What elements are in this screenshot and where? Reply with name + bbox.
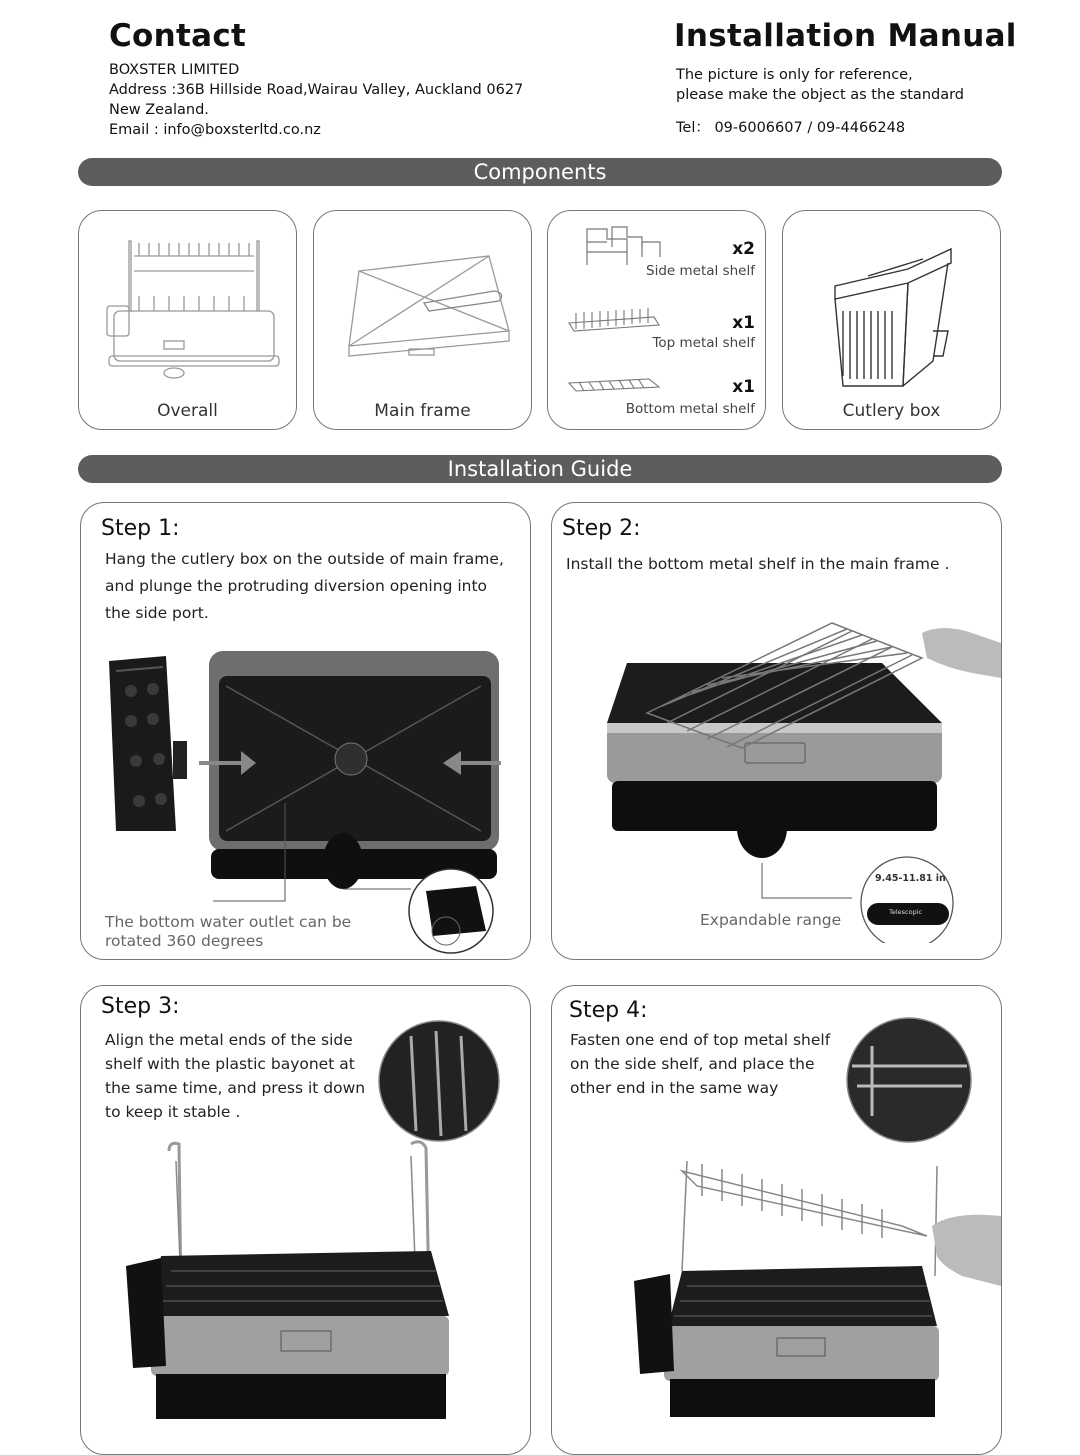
components-heading: Components	[78, 158, 1002, 186]
manual-note-2: please make the object as the standard	[676, 87, 965, 103]
step-3-line-1: Align the metal ends of the side	[105, 1031, 353, 1049]
contact-email[interactable]: Email : info@boxsterltd.co.nz	[109, 122, 321, 138]
bottom-shelf-icon	[564, 375, 664, 397]
main-frame-card	[313, 210, 532, 430]
step-4-line-1: Fasten one end of top metal shelf	[570, 1031, 831, 1049]
manual-title: Installation Manual	[674, 18, 1017, 54]
overall-rack-illustration	[79, 211, 296, 401]
step-2-illustration	[552, 613, 1001, 943]
cutlery-box-label: Cutlery box	[842, 401, 941, 421]
bottom-shelf-name: Bottom metal shelf	[625, 401, 755, 417]
top-shelf-qty: x1	[732, 313, 755, 333]
step-2-range: 9.45-11.81 in	[875, 873, 946, 884]
step-3-line-3: the same time, and press it down	[105, 1079, 366, 1097]
step-3-illustration	[81, 986, 530, 1426]
step-3-panel	[80, 985, 531, 1455]
top-shelf-icon	[564, 305, 664, 335]
main-frame-label: Main frame	[374, 401, 471, 421]
manual-tel: Tel： 09-6006607 / 09-4466248	[676, 120, 906, 136]
step-1-note-2: rotated 360 degrees	[105, 932, 264, 950]
step-1-line-2: and plunge the protruding diversion opening into	[105, 577, 488, 595]
step-3-line-2: shelf with the plastic bayonet at	[105, 1055, 355, 1073]
step-1-line-1: Hang the cutlery box on the outside of main frame,	[105, 550, 504, 568]
contact-address: Address :36B Hillside Road,Wairau Valley, Auckland 0627	[109, 82, 524, 98]
step-2-title: Step 2:	[562, 516, 641, 541]
bottom-shelf-qty: x1	[732, 377, 755, 397]
cutlery-box-illustration	[783, 211, 1000, 401]
step-3-line-4: to keep it stable .	[105, 1103, 241, 1121]
side-shelf-name: Side metal shelf	[646, 263, 755, 279]
step-2-note: Expandable range	[700, 911, 842, 929]
contact-title: Contact	[109, 18, 247, 54]
step-1-note-1: The bottom water outlet can be	[105, 913, 352, 931]
contact-country: New Zealand.	[109, 102, 209, 118]
step-2-panel	[551, 502, 1002, 960]
step-4-illustration	[552, 986, 1001, 1426]
step-2-telescopic: Telescopic	[889, 908, 923, 916]
step-4-line-3: other end in the same way	[570, 1079, 779, 1097]
top-shelf-name: Top metal shelf	[652, 335, 755, 351]
step-4-line-2: on the side shelf, and place the	[570, 1055, 815, 1073]
parts-card	[547, 210, 766, 430]
overall-card	[78, 210, 297, 430]
contact-company: BOXSTER LIMITED	[109, 62, 240, 78]
main-frame-illustration	[314, 211, 531, 401]
step-1-title: Step 1:	[101, 516, 180, 541]
step-2-line-1: Install the bottom metal shelf in the main frame .	[566, 555, 950, 573]
manual-note-1: The picture is only for reference,	[676, 67, 913, 83]
step-1-line-3: the side port.	[105, 604, 209, 622]
side-shelf-qty: x2	[732, 239, 755, 259]
step-4-panel	[551, 985, 1002, 1455]
cutlery-box-card	[782, 210, 1001, 430]
overall-label: Overall	[157, 401, 218, 421]
step-1-illustration	[81, 631, 530, 960]
step-1-panel	[80, 502, 531, 960]
step-3-title: Step 3:	[101, 994, 180, 1019]
guide-heading: Installation Guide	[78, 455, 1002, 483]
step-4-title: Step 4:	[569, 998, 648, 1023]
